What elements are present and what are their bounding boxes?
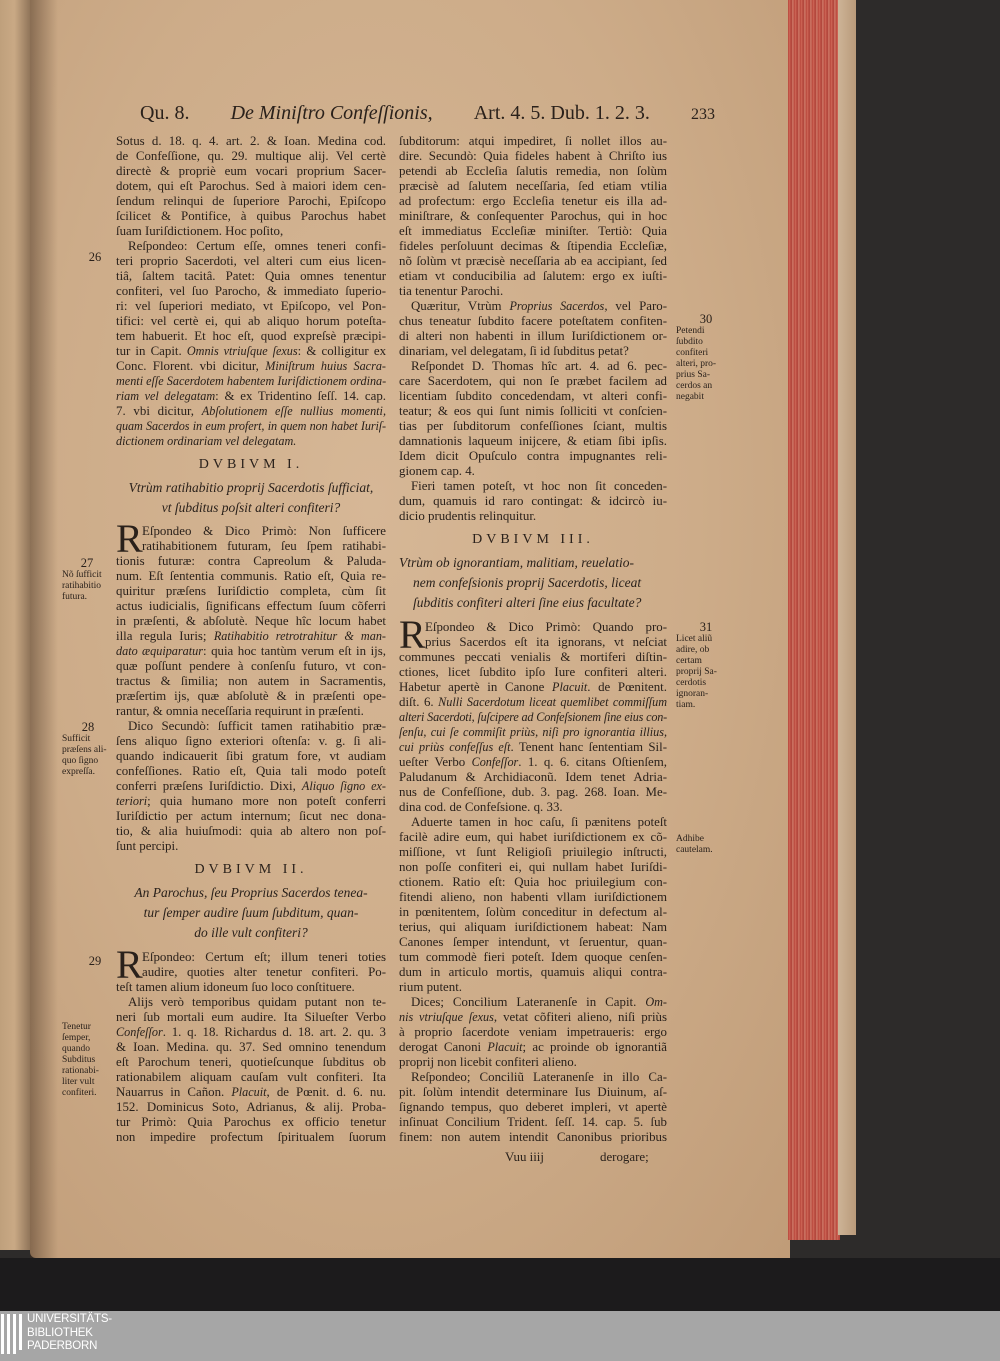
- gutter-shadow: [30, 0, 58, 1258]
- text-line: tia tenentur Parochi.: [399, 284, 504, 298]
- question-line: nem confeſsionis proprij Sacerdotis, liceat: [413, 575, 642, 590]
- text-line: confiteri, vel ſuo Parocho, & immediato ſuperio-: [116, 284, 386, 298]
- italic-segment: Confeſſor: [116, 1025, 163, 1039]
- margin-note-line: certam: [676, 656, 702, 666]
- text-line: [399, 695, 667, 710]
- margin-note-line: quando: [62, 1044, 90, 1054]
- catchword: derogare;: [600, 1150, 649, 1164]
- text-line: ctiones, licet ſubdito ipſo Iure confiteri alteri.: [399, 665, 667, 679]
- text-line: [116, 644, 386, 659]
- question-line: ſubditis confiteri alteri ſine eius facultate?: [413, 595, 642, 610]
- margin-note-number: 26: [88, 250, 102, 264]
- margin-note-line: ignoran-: [676, 689, 709, 699]
- text-line: Eſpondeo & Dico Primò: Quando pro-: [425, 620, 667, 634]
- text-segment: ueſter Verbo: [399, 755, 472, 769]
- text-line: teri proprio Sacerdoti, vel alteri cum eius licen-: [116, 254, 386, 268]
- text-line: à proprio ſacerdote veniam impetraueris: ergo: [399, 1025, 667, 1039]
- text-line: actus iudicialis, ſignificans effectum ſuum cõferri: [116, 599, 386, 613]
- text-line: care Sacerdotem, qui non ſe præbet facilem ad: [399, 374, 667, 388]
- text-segment: Dices; Concilium Lateranenſe in Capit.: [411, 995, 646, 1009]
- text-line: [116, 344, 386, 359]
- italic-segment: ſenſu, cui ſe commiſit priùs, niſi pro ignorantia illius,: [399, 725, 667, 739]
- question-line: An Parochus, ſeu Proprius Sacerdos tenea-: [134, 885, 368, 900]
- text-line: dicio prudentis relinquitur.: [399, 509, 537, 523]
- margin-note-line: Subditus: [62, 1055, 96, 1065]
- italic-segment: Ratihabitio retrotrahitur & man-: [213, 629, 386, 643]
- library-logo-text: [27, 1313, 112, 1354]
- text-segment: illa regula Iuris;: [116, 629, 214, 643]
- text-line: Dico Secundò: ſufficit tamen ratihabitio præ-: [128, 719, 386, 733]
- text-segment: Conc. Florent. vbi dicitur,: [116, 359, 266, 373]
- italic-segment: Placuit: [487, 1040, 523, 1054]
- logo-line: UNIVERSITÄTS-: [27, 1313, 112, 1325]
- dubium-1-heading: DVBIVM I.: [198, 457, 304, 472]
- text-line: rantur, & omnia neceſſaria requirunt in præſenti.: [116, 704, 364, 718]
- text-line: miſſione, vt ſunt Religioſi priuilegio inſtructi,: [399, 845, 667, 859]
- paragraph: [399, 1070, 667, 1145]
- text-line: audire, quoties alter tenetur confiteri. Po-: [142, 965, 386, 979]
- margin-note-line: confiteri: [676, 348, 709, 358]
- question-number: Qu. 8.: [140, 102, 190, 124]
- text-line: etiam vt conducibilia ad ſalutem: ergo ex iuſti-: [399, 269, 667, 283]
- drop-cap: R: [116, 516, 143, 561]
- text-segment: ; quia humano more non poteſt conferri: [147, 794, 386, 808]
- text-line: tias per ſubditorum confeſſiones ſciant, multis: [399, 419, 667, 433]
- margin-note-30: [676, 312, 736, 403]
- italic-segment: Aliquo ſigno ex-: [301, 779, 386, 793]
- italic-segment: nis vtriuſque ſexus: [399, 1010, 494, 1024]
- text-line: [116, 779, 386, 794]
- text-segment: . de Pœnitent.: [587, 680, 667, 694]
- text-line: ſcilicet & Pontifice, à quibus Parochus habet: [116, 209, 386, 223]
- text-line: dina cod. de Confeſsione. q. 33.: [399, 800, 563, 814]
- text-line: [399, 995, 667, 1010]
- text-line: Reſpondeo; Conciliũ Lateranenſe in illo Ca-: [411, 1070, 667, 1084]
- text-line: teſt tamen alium idoneum ſuo loco conſtituere.: [116, 980, 355, 994]
- italic-segment: teriori: [116, 794, 148, 808]
- text-segment: derogat Canoni: [399, 1040, 488, 1054]
- text-line: inſinuat Concilium Trident. ſeſſ. 14. cap. 5. ſub: [399, 1115, 667, 1129]
- text-line: ri: vel ſuperiori mediato, vt Epiſcopo, vel Pon-: [116, 299, 386, 313]
- red-page-edges: [788, 0, 840, 1240]
- dubium-3-question: [399, 553, 667, 613]
- text-line: Idem dicit Opuſculo contra impugnantes reli-: [399, 449, 667, 463]
- text-line: Reſpondeo: Certum eſſe, omnes teneri confi-: [128, 239, 386, 253]
- italic-segment: Abſolutionem eſſe nullius momenti,: [201, 404, 386, 418]
- question-line: Vtrùm ratihabitio proprij Sacerdotis ſufficiat,: [128, 480, 374, 495]
- text-line: dotem, qui eſt Parochus. Sed à maiori idem cen-: [116, 179, 386, 193]
- text-segment: ; ac proinde ob ignorantiã: [522, 1040, 667, 1054]
- margin-note-line: tiam.: [676, 700, 696, 710]
- margin-note-number: 31: [699, 620, 713, 634]
- text-line: [116, 389, 386, 404]
- text-line: miniſtrare, & conſequenter Parochus, qui in hoc: [399, 209, 667, 223]
- paragraph: [116, 516, 386, 719]
- margin-note-line: Adhibe: [676, 834, 704, 844]
- text-line: Reſpondet D. Thomas hîc art. 4. ad 6. pec-: [411, 359, 667, 373]
- margin-note-27: [62, 556, 112, 603]
- margin-note-line: ſubdito: [676, 337, 703, 347]
- text-line: rationabilem aliquam cauſam vult confiteri. Ita: [116, 1070, 386, 1084]
- text-line: [116, 1025, 386, 1040]
- text-line: Canones ſemper intendunt, vt ſeruentur, quan-: [399, 935, 667, 949]
- italic-segment: menti eſſe Sacerdotem habentem Iuriſdictionem ordina-: [116, 374, 387, 388]
- text-line: Eſpondeo & Dico Primò: Non ſufficere: [142, 524, 386, 538]
- question-line: vt ſubditus poſsit alteri confiteri?: [161, 500, 341, 515]
- text-segment: : & colligitur ex: [297, 344, 387, 358]
- paragraph: [399, 359, 667, 479]
- text-line: tem habuerit. Et hoc eſt, quod expreſsè præcipi-: [116, 329, 386, 343]
- margin-note-number: 30: [699, 312, 713, 326]
- right-column-text-1: [399, 134, 667, 524]
- paragraph: [399, 134, 667, 299]
- italic-segment: Om-: [645, 995, 667, 1009]
- italic-segment: cui priùs confeſſus eſt: [399, 740, 511, 754]
- margin-note-number: 27: [80, 556, 94, 570]
- text-line: [116, 629, 386, 644]
- dubium-2-heading: DVBIVM II.: [194, 862, 308, 877]
- margin-note-line: Licet aliũ: [676, 634, 713, 644]
- margin-note-adhibe: [676, 834, 732, 856]
- text-line: directè & propriè eum vocari proprium Sacer-: [116, 164, 386, 178]
- dubium-3-heading: DVBIVM III.: [472, 532, 594, 547]
- question-line: tur ſemper audire ſuum ſubditum, quan-: [143, 905, 359, 920]
- margin-note-line: futura.: [62, 592, 88, 602]
- margin-note-line: adire, ob: [676, 645, 710, 655]
- page-fore-edge: [838, 0, 856, 1235]
- text-segment: : & ex Tridentino ſeſſ. 14. cap.: [215, 389, 386, 403]
- text-line: tionis futuræ: contra Capreolum & Paluda-: [116, 554, 386, 568]
- right-column-text-2: [399, 612, 668, 1145]
- text-line: [116, 1085, 386, 1100]
- text-line: de Confeſſione, qu. 29. multique alij. Vel certè: [116, 149, 386, 163]
- text-line: [116, 419, 386, 434]
- text-line: tio, & alia huiuſmodi: quia ab altero non poſ-: [116, 824, 386, 838]
- text-line: tum commodè fieri poteſt. Idem quoque cenſen-: [399, 950, 667, 964]
- text-line: Sotus d. 18. q. 4. art. 2. & Ioan. Medina cod.: [116, 134, 386, 148]
- text-line: chus teneatur ſubdito facere poteſtatem confiten-: [399, 314, 667, 328]
- margin-note-line: cerdotis: [676, 678, 707, 688]
- drop-cap: R: [116, 942, 143, 987]
- text-line: pit. ſolùm intendit determinare Ius Diuinum, aſ-: [399, 1085, 667, 1099]
- paragraph: [116, 995, 386, 1145]
- text-line: petendi ab Eccleſia ſalutis remedia, non ſolùm: [399, 164, 667, 178]
- margin-note-28: [62, 720, 114, 778]
- left-column-text-3: [116, 942, 386, 1145]
- text-segment: . 1. q. 6. citans Oſtienſem,: [518, 755, 668, 769]
- text-segment: Quæritur, Vtrùm: [411, 299, 510, 313]
- text-line: fitendi alieno, non habenti vllam iuriſdictionem: [399, 890, 667, 904]
- text-line: tur Primò: Quia Parochus ex officio tenetur: [116, 1115, 386, 1129]
- text-line: ratihabitionem futuram, ſeu ſpem ratihabi-: [142, 539, 386, 553]
- article-reference: Art. 4. 5. Dub. 1. 2. 3.: [473, 102, 650, 124]
- text-segment: conferri præſens Iuriſdictio. Dixi,: [116, 779, 302, 793]
- margin-note-line: Tenetur: [62, 1022, 91, 1032]
- margin-note-line: cerdos an: [676, 381, 713, 391]
- text-line: terius, qui aliquam iuriſdictionem habeat: Nam: [399, 920, 667, 934]
- text-segment: 7. vbi dicitur,: [116, 404, 202, 418]
- text-line: [399, 740, 667, 755]
- text-line: Iuriſdictio per actum internum; ſicut nec dona-: [116, 809, 386, 823]
- text-line: teatur; & eos qui ſunt nimis ſolliciti vt conſcien-: [399, 404, 667, 418]
- text-line: præſertim ijs, quæ abſolutè & in præſenti ope-: [116, 689, 386, 703]
- text-segment: , de Pœnit. d. 6. nu.: [266, 1085, 386, 1099]
- text-line: ſendum relinqui de ſuperiore Parochi, Epiſcopo: [116, 194, 386, 208]
- text-line: prius Sacerdos eſt ita ignorans, vt neſciat: [425, 635, 667, 649]
- text-line: quiritur præſens Iuriſdictio completa, cùm ſit: [116, 584, 386, 598]
- italic-segment: Confeſſor: [471, 755, 519, 769]
- text-line: eſt immediatus Eccleſiæ miniſter. Tertiò: Quia: [399, 224, 667, 238]
- margin-note-number: 28: [81, 720, 95, 734]
- text-line: damnationis laqueum inijcere, & etiam ſibi ipſis.: [399, 434, 667, 448]
- text-line: [399, 725, 667, 740]
- text-line: communes peccati venialis & mortiferi diſtin-: [399, 650, 667, 664]
- drop-cap: R: [399, 612, 426, 657]
- text-segment: . 1. q. 18. Richardus d. 18. art. 2. qu. 3: [162, 1025, 386, 1039]
- scan-border: [0, 1258, 1000, 1311]
- text-line: fideles perſoluunt decimas & ſtipendia Eccleſiæ,: [399, 239, 667, 253]
- margin-note-line: cautelam.: [676, 845, 713, 855]
- margin-note-26: [80, 250, 110, 264]
- text-line: [116, 434, 386, 449]
- text-line: [116, 374, 386, 389]
- text-line: [399, 755, 667, 770]
- margin-note-line: Nõ ſufficit: [62, 570, 102, 580]
- text-line: [116, 794, 386, 809]
- margin-note-line: ratihabitio: [62, 581, 102, 591]
- text-line: ſignando tempus, quo deberet impleri, vt apertè: [399, 1100, 667, 1114]
- italic-segment: Omnis vtriuſque ſexus: [186, 344, 298, 358]
- left-column-text-2: [116, 516, 386, 854]
- text-line: facilè adire eum, qui habet iuriſdictionem ex cõ-: [399, 830, 667, 844]
- text-line: ctionem. Ratio eſt: Quia hoc priuilegium con-: [399, 875, 667, 889]
- text-segment: Habetur apertè in Canone: [399, 680, 553, 694]
- text-line: ſunt percipi.: [116, 839, 179, 853]
- paragraph: [116, 134, 386, 239]
- text-line: dum, quamuis id raro contingat: & idcircò iu-: [399, 494, 667, 508]
- text-line: di alteri non habenti in illum Iuriſdictionem or-: [399, 329, 667, 343]
- library-footer: [0, 1311, 1000, 1361]
- margin-note-line: liter vult: [62, 1077, 95, 1087]
- text-line: præcisè ad ſalutem neceſſaria, ſed etiam vtilia: [399, 179, 667, 193]
- italic-segment: Nulli Sacerdotum liceat quemlibet commiſſum: [438, 695, 667, 709]
- italic-segment: Placuit: [231, 1085, 267, 1099]
- margin-note-line: Sufficit: [62, 734, 91, 744]
- text-line: non impedire profectum ſpiritualem ſuorum: [116, 1130, 386, 1144]
- text-line: num. Eſt ſententia communis. Ratio eſt, Quia re-: [116, 569, 386, 583]
- margin-note-line: ſemper,: [62, 1033, 91, 1043]
- text-line: nõ ſolùm vt præcisè neceſſaria ab ea accipiant, ſed: [399, 254, 667, 268]
- margin-note-tenetur: [62, 1022, 112, 1099]
- library-logo-icon: [0, 1314, 24, 1358]
- margin-note-number: 29: [88, 954, 102, 968]
- paragraph: [116, 719, 386, 854]
- text-line: ſens aliquo ſigno exteriori oſtenſa: v. g. ſi ali-: [116, 734, 386, 748]
- text-line: finem: non autem intendit Canonibus prioribus: [399, 1130, 667, 1144]
- text-line: quando indicauerit ſibi gratum fore, vt audiam: [116, 749, 386, 763]
- italic-segment: dato æquiparatur: [116, 644, 203, 658]
- margin-note-line: proprij Sa-: [676, 667, 717, 677]
- text-line: rium putent.: [399, 980, 463, 994]
- text-segment: , vel Paro-: [604, 299, 667, 313]
- text-line: [399, 299, 667, 314]
- text-line: dire. Secundò: Quia fideles habent à Chriſto ius: [399, 149, 667, 163]
- margin-note-line: negabit: [676, 392, 704, 402]
- text-line: [399, 1040, 667, 1055]
- logo-line: PADERBORN: [27, 1340, 98, 1352]
- running-title: De Miniſtro Confeſſionis,: [230, 102, 433, 124]
- left-column-text-1: [116, 134, 386, 449]
- italic-segment: dictionem ordinariam vel delegatam.: [116, 434, 297, 448]
- text-line: nus de Confeſſione, dub. 3. pag. 268. Ioan. Me-: [399, 785, 667, 799]
- margin-note-line: alteri, pro-: [676, 359, 717, 369]
- text-line: Fieri tamen poteſt, vt hoc non ſit conceden-: [411, 479, 667, 493]
- text-line: [399, 710, 667, 725]
- dubium-2-question: [116, 883, 386, 943]
- italic-segment: riam vel delegatam: [116, 389, 216, 403]
- italic-segment: Miniſtrum huius Sacra-: [265, 359, 386, 373]
- text-line: eſt Parochum teneri, quotieſcunque ſubditus ob: [116, 1055, 386, 1069]
- paragraph: [399, 815, 667, 995]
- text-line: neri ſub mortali eum audire. Ita Silueſter Verbo: [116, 1010, 386, 1024]
- paragraph: [399, 479, 667, 524]
- question-line: do ille vult confiteri?: [194, 925, 308, 940]
- page-number: 233: [690, 106, 715, 123]
- text-line: tractus & ſimilia; non autem in Sacramentis,: [116, 674, 386, 688]
- margin-note-line: expreſſa.: [62, 767, 95, 777]
- text-line: in præſenti, & abſolutè. Neque hîc locum habet: [116, 614, 386, 628]
- margin-note-29: [80, 954, 110, 968]
- text-line: quæ poſſunt pendere à conſenſu futuro, vt con-: [116, 659, 386, 673]
- margin-note-line: confiteri.: [62, 1088, 97, 1098]
- margin-note-line: præſens ali-: [62, 745, 107, 755]
- text-line: Alijs verò temporibus quidam putant non te-: [128, 995, 386, 1009]
- text-line: [116, 404, 386, 419]
- text-segment: tur in Capit.: [116, 344, 187, 358]
- logo-line: BIBLIOTHEK: [27, 1326, 93, 1339]
- text-line: ſubditorum: atqui impediret, ſi nollet illos au-: [399, 134, 667, 148]
- text-segment: Nauarrus in Cañon.: [116, 1085, 232, 1099]
- running-head: [140, 102, 715, 125]
- signature-mark: Vuu iiij: [505, 1150, 544, 1164]
- text-line: Eſpondeo: Certum eſt; illum teneri toties: [142, 950, 386, 964]
- text-line: confeſſiones. Ratio eſt, Quia tali modo poteſt: [116, 764, 386, 778]
- text-line: dum in articulo mortis, quamuis aliqui contra-: [399, 965, 667, 979]
- text-line: 152. Dominicus Soto, Adrianus, & alij. Proba-: [116, 1100, 386, 1114]
- text-line: tiâ, ſaltem tacitâ. Patet: Quia omnes tenentur: [116, 269, 386, 283]
- paragraph: [116, 942, 386, 995]
- text-line: proprij non licebit confiteri alieno.: [399, 1055, 577, 1069]
- text-line: non poſſe confiteri ei, qui nullam habet Iuriſdi-: [399, 860, 667, 874]
- text-segment: : quia hoc tantùm verum eſt in ijs,: [202, 644, 386, 658]
- text-line: in pœnitentem, ſolùm conceditur in defectum al-: [399, 905, 667, 919]
- text-line: Paludanum & Archidiaconũ. Idem tenet Adria-: [399, 770, 667, 784]
- text-segment: , vetat cõfiteri alieno, niſi priùs: [493, 1010, 668, 1024]
- text-line: ad profectum: ergo Eccleſia tenetur eis illa ad-: [399, 194, 667, 208]
- italic-segment: Proprius Sacerdos: [509, 299, 605, 313]
- margin-note-line: prius Sa-: [676, 370, 711, 380]
- paragraph: [399, 299, 667, 359]
- italic-segment: Placuit: [552, 680, 588, 694]
- margin-note-line: rationabi-: [62, 1066, 99, 1076]
- text-line: dinariam, vel delegatam, ſi id ſubditus petat?: [399, 344, 629, 358]
- text-segment: . Tenent hanc ſententiam Sil-: [510, 740, 667, 754]
- dubium-1-question: [116, 478, 386, 518]
- text-segment: diſt. 6.: [399, 695, 439, 709]
- text-line: [116, 359, 386, 374]
- paragraph: [116, 239, 386, 449]
- text-line: gionem cap. 4.: [399, 464, 475, 478]
- italic-segment: quam Sacerdos in eum profert, in quem non habet Iuriſ-: [116, 419, 386, 433]
- question-line: Vtrùm ob ignorantiam, malitiam, reuelatio-: [399, 555, 634, 570]
- text-line: [399, 680, 667, 695]
- paragraph: [399, 995, 667, 1070]
- text-line: Aduerte tamen in hoc caſu, ſi pænitens poteſt: [411, 815, 667, 829]
- margin-note-line: quo ſigno: [62, 756, 99, 766]
- text-line: licentiam ſubdito concedendam, vt alteri confi-: [399, 389, 667, 403]
- text-line: tifici: vel certè ei, qui ab aliquo horum poteſta-: [116, 314, 386, 328]
- text-line: & Ioan. Medina. qu. 37. Sed omnino tenendum: [116, 1040, 386, 1054]
- paragraph: [399, 612, 668, 815]
- margin-note-line: Petendi: [676, 326, 705, 336]
- text-line: ſuam Iuriſdictionem. Hoc poſito,: [116, 224, 284, 238]
- margin-note-31: [676, 620, 736, 711]
- italic-segment: alteri Sacerdoti, ſuſcipere ad Confeſsionem ſine eius con-: [399, 710, 667, 724]
- text-line: [399, 1010, 667, 1025]
